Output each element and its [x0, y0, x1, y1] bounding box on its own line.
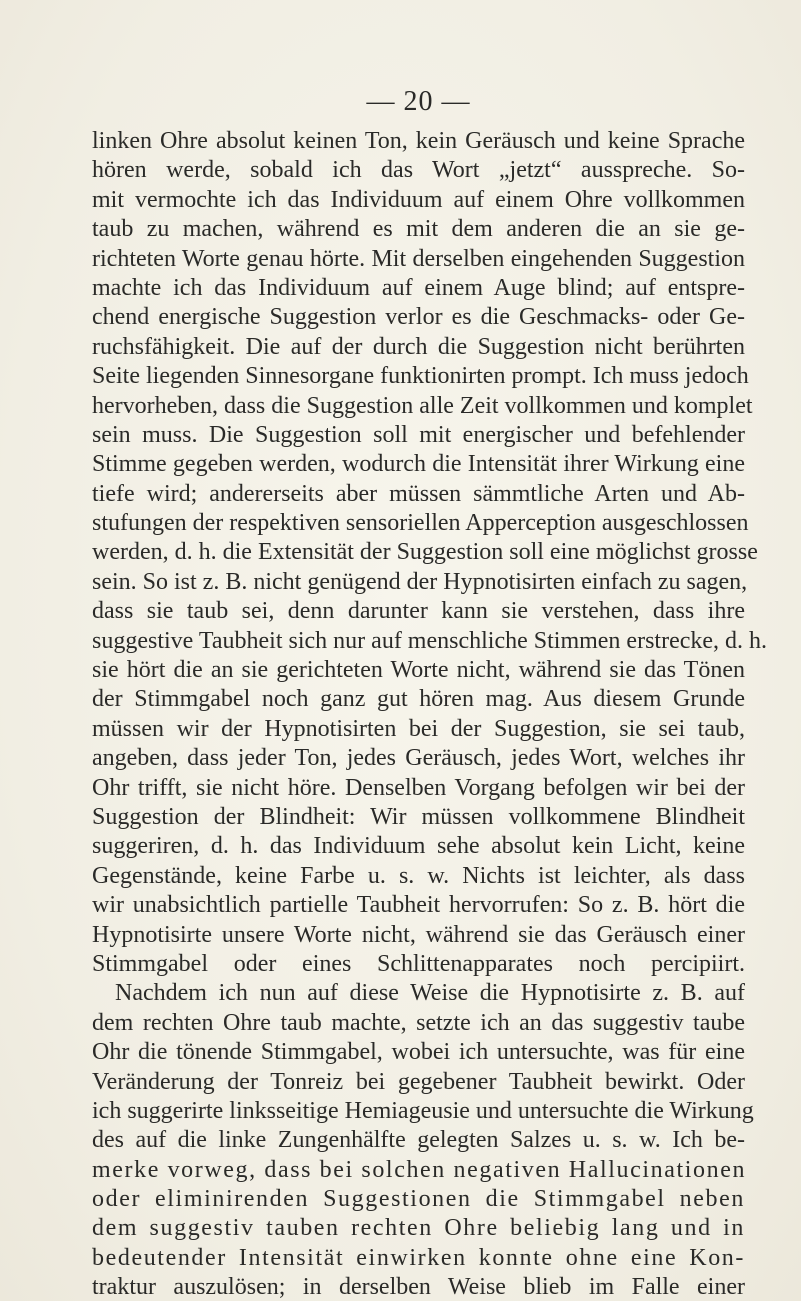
- text-line: ich suggerirte linksseitige Hemiageusie und untersuchte die Wirkung: [92, 1097, 754, 1124]
- text-line: chend energische Suggestion verlor es die Geschmacks- oder Ge-: [92, 304, 745, 331]
- text-line: suggeriren, d. h. das Individuum sehe absolut kein Licht, keine: [92, 833, 745, 860]
- text-line: Hypnotisirte unsere Worte nicht, während sie das Geräusch einer: [92, 921, 745, 948]
- text-line: tiefe wird; andererseits aber müssen sämmtliche Arten und Ab-: [92, 480, 745, 507]
- text-line: Stimme gegeben werden, wodurch die Intensität ihrer Wirkung eine: [92, 451, 745, 478]
- text-line: traktur auszulösen; in derselben Weise blieb im Falle einer: [92, 1274, 745, 1301]
- text-line: hervorheben, dass die Suggestion alle Zeit vollkommen und komplet: [92, 392, 753, 419]
- text-line: oder eliminirenden Suggestionen die Stimmgabel neben: [92, 1186, 745, 1213]
- text-line: dem rechten Ohre taub machte, setzte ich an das suggestiv taube: [92, 1009, 745, 1036]
- text-line: der Stimmgabel noch ganz gut hören mag. Aus diesem Grunde: [92, 686, 745, 713]
- text-line: hören werde, sobald ich das Wort „jetzt“ ausspreche. So-: [92, 157, 745, 184]
- text-line: werden, d. h. die Extensität der Suggestion soll eine möglichst grosse: [92, 539, 758, 566]
- text-line: Veränderung der Tonreiz bei gegebener Taubheit bewirkt. Oder: [92, 1068, 745, 1095]
- text-line: Suggestion der Blindheit: Wir müssen vollkommene Blindheit: [92, 803, 745, 830]
- text-line: bedeutender Intensität einwirken konnte ohne eine Kon-: [92, 1244, 745, 1271]
- text-line: ruchsfähigkeit. Die auf der durch die Suggestion nicht berührten: [92, 333, 745, 360]
- text-line: machte ich das Individuum auf einem Auge blind; auf entspre-: [92, 274, 745, 301]
- text-line: sie hört die an sie gerichteten Worte nicht, während sie das Tönen: [92, 657, 745, 684]
- text-line: dass sie taub sei, denn darunter kann sie verstehen, dass ihre: [92, 598, 745, 625]
- text-line: Seite liegenden Sinnesorgane funktionirten prompt. Ich muss jedoch: [92, 363, 749, 390]
- text-line: angeben, dass jeder Ton, jedes Geräusch, jedes Wort, welches ihr: [92, 745, 745, 772]
- text-line: taub zu machen, während es mit dem anderen die an sie ge-: [92, 216, 745, 243]
- text-line: Gegenstände, keine Farbe u. s. w. Nichts ist leichter, als dass: [92, 862, 745, 889]
- text-line: Ohr die tönende Stimmgabel, wobei ich untersuchte, was für eine: [92, 1039, 745, 1066]
- text-line: müssen wir der Hypnotisirten bei der Suggestion, sie sei taub,: [92, 715, 745, 742]
- text-line: Nachdem ich nun auf diese Weise die Hypnotisirte z. B. auf: [115, 980, 745, 1007]
- text-line: stufungen der respektiven sensoriellen Apperception ausgeschlossen: [92, 510, 749, 537]
- text-line: Stimmgabel oder eines Schlittenapparates noch percipiirt.: [92, 950, 745, 977]
- text-line: wir unabsichtlich partielle Taubheit hervorrufen: So z. B. hört die: [92, 892, 745, 919]
- page-number: — 20 —: [366, 86, 471, 117]
- text-line: richteten Worte genau hörte. Mit derselben eingehenden Suggestion: [92, 245, 745, 272]
- text-line: sein muss. Die Suggestion soll mit energischer und befehlender: [92, 421, 745, 448]
- text-line: des auf die linke Zungenhälfte gelegten Salzes u. s. w. Ich be-: [92, 1127, 745, 1154]
- body-text: [92, 127, 768, 1301]
- text-line: Ohr trifft, sie nicht höre. Denselben Vorgang befolgen wir bei der: [92, 774, 745, 801]
- text-line: merke vorweg, dass bei solchen negativen Hallucinationen: [92, 1156, 747, 1183]
- text-line: suggestive Taubheit sich nur auf menschliche Stimmen erstrecke, d. h.: [92, 627, 768, 654]
- text-line: linken Ohre absolut keinen Ton, kein Geräusch und keine Sprache: [92, 128, 745, 154]
- text-line: sein. So ist z. B. nicht genügend der Hypnotisirten einfach zu sagen,: [92, 568, 748, 595]
- text-line: mit vermochte ich das Individuum auf einem Ohre vollkommen: [92, 186, 745, 213]
- text-line: dem suggestiv tauben rechten Ohre beliebig lang und in: [92, 1215, 745, 1242]
